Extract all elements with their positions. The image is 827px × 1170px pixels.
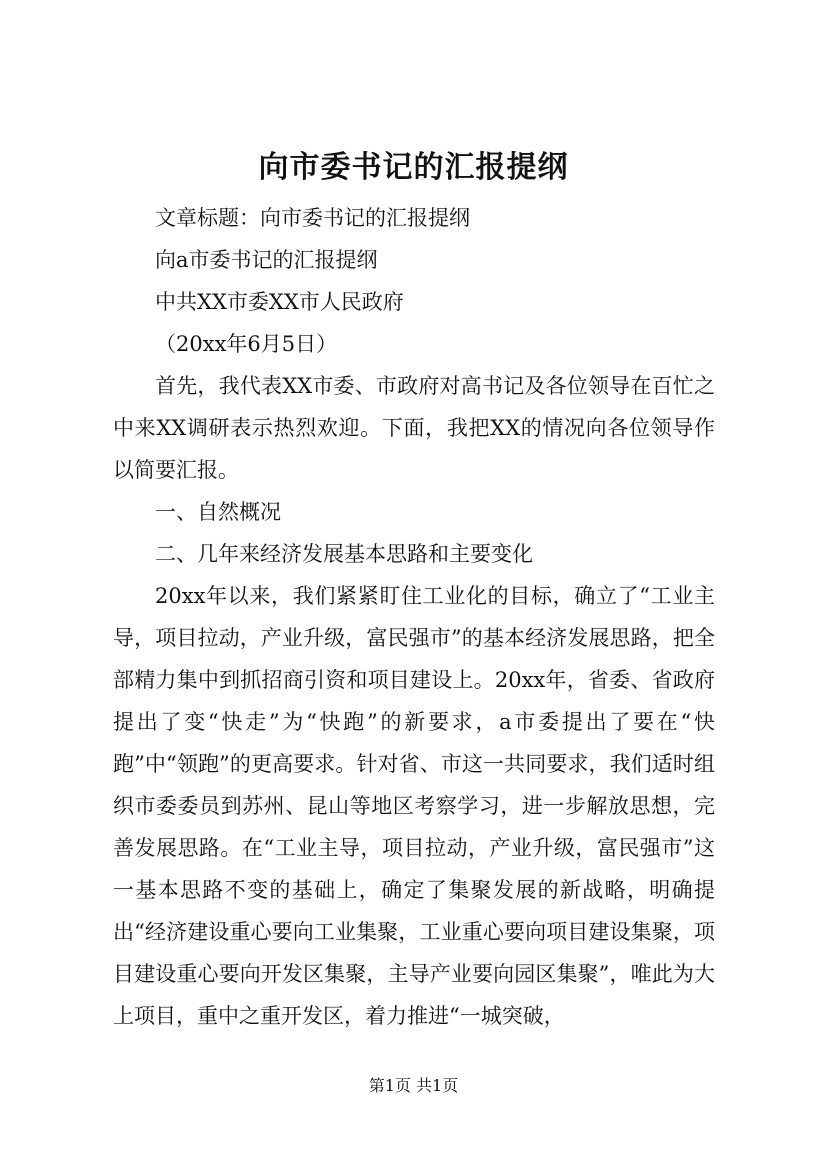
paragraph-issuer: 中共XX市委XX市人民政府: [155, 290, 404, 314]
section-heading-economic-development: 二、几年来经济发展基本思路和主要变化: [155, 542, 533, 566]
paragraph-article-title: 文章标题：向市委书记的汇报提纲: [155, 206, 470, 230]
paragraph-economic-development: 20xx年以来，我们紧紧盯住工业化的目标，确立了“工业主导，项目拉动，产业升级，富民强市”的基本经济发展思路，把全部精力集中到抓招商引资和项目建设上。20xx年，省委、省政府提出了变“快走”为“快跑”的新要求，a市委提出了要在“快跑”中“领跑”的更高要求。针对省、市这一共同要求，我们适时组织市委委员到苏州、昆山等地区考察学习，进一步解放思想，完善发展思路。在“工业主导，项目拉动，产业升级，富民强市”这一基本思路不变的基础上，确定了集聚发展的新战略，明确提出“经济建设重心要向工业集聚，工业重心要向项目建设集聚，项目建设重心要向开发区集聚，主导产业要向园区集聚”，唯此为大上项目，重中之重开发区，着力推进“一城突破，: [113, 584, 715, 1028]
paragraph-welcome: 首先，我代表XX市委、市政府对高书记及各位领导在百忙之中来XX调研表示热烈欢迎。下面，我把XX的情况向各位领导作以简要汇报。: [113, 374, 715, 482]
page-footer: 第1页 共1页: [368, 1076, 459, 1095]
document-body: [113, 197, 715, 1037]
document-title: 向市委书记的汇报提纲: [258, 150, 569, 185]
paragraph-date: （20xx年6月5日）: [155, 332, 338, 356]
section-heading-natural-overview: 一、自然概况: [155, 500, 281, 524]
paragraph-subtitle: 向a市委书记的汇报提纲: [155, 248, 378, 272]
